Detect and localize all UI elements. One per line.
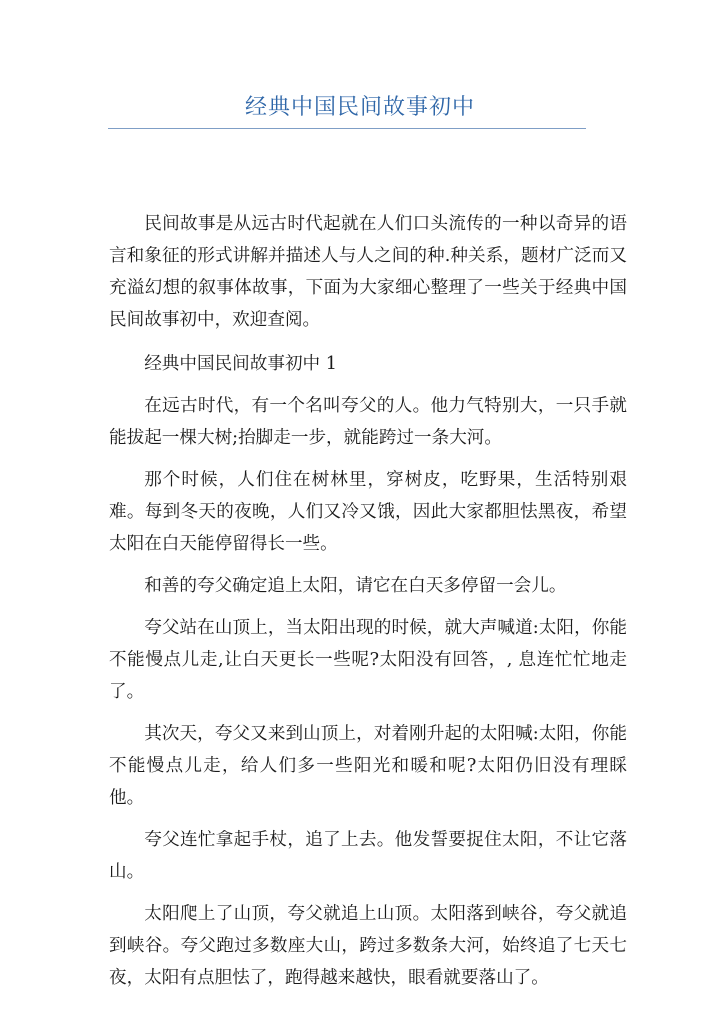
story-paragraph: 夸父连忙拿起手杖，追了上去。他发誓要捉住太阳，不让它落山。 — [109, 830, 627, 882]
section-heading: 经典中国民间故事初中 1 — [144, 354, 337, 374]
title-divider — [108, 128, 586, 129]
story-paragraph: 夸父站在山顶上，当太阳出现的时候，就大声喊道:太阳，你能不能慢点儿走,让白天更长一些呢?太阳没有回答，, 息连忙忙地走了。 — [109, 618, 627, 702]
story-paragraph: 那个时候，人们住在树林里，穿树皮，吃野果，生活特别艰难。每到冬天的夜晚，人们又冷又饿，因此大家都胆怯黑夜，希望太阳在白天能停留得长一些。 — [109, 470, 627, 554]
story-paragraph: 在远古时代，有一个名叫夸父的人。他力气特别大，一只手就能拔起一棵大树;抬脚走一步，就能跨过一条大河。 — [109, 396, 627, 448]
intro-paragraph: 民间故事是从远古时代起就在人们口头流传的一种以奇异的语言和象征的形式讲解并描述人与人之间的种.种关系，题材广泛而又充溢幻想的叙事体故事，下面为大家细心整理了一些关于经典中国民间故事初中，欢迎查阅。 — [109, 214, 627, 330]
document-body — [109, 208, 627, 994]
document-title: 经典中国民间故事初中 — [244, 95, 475, 120]
story-paragraph: 和善的夸父确定追上太阳，请它在白天多停留一会儿。 — [144, 576, 567, 596]
story-paragraph: 其次天，夸父又来到山顶上，对着刚升起的太阳喊:太阳，你能不能慢点儿走，给人们多一些阳光和暖和呢?太阳仍旧没有理睬他。 — [109, 724, 627, 808]
story-paragraph: 太阳爬上了山顶，夸父就追上山顶。太阳落到峡谷，夸父就追到峡谷。夸父跑过多数座大山，跨过多数条大河，始终追了七天七夜，太阳有点胆怯了，跑得越来越快，眼看就要落山了。 — [109, 904, 627, 988]
